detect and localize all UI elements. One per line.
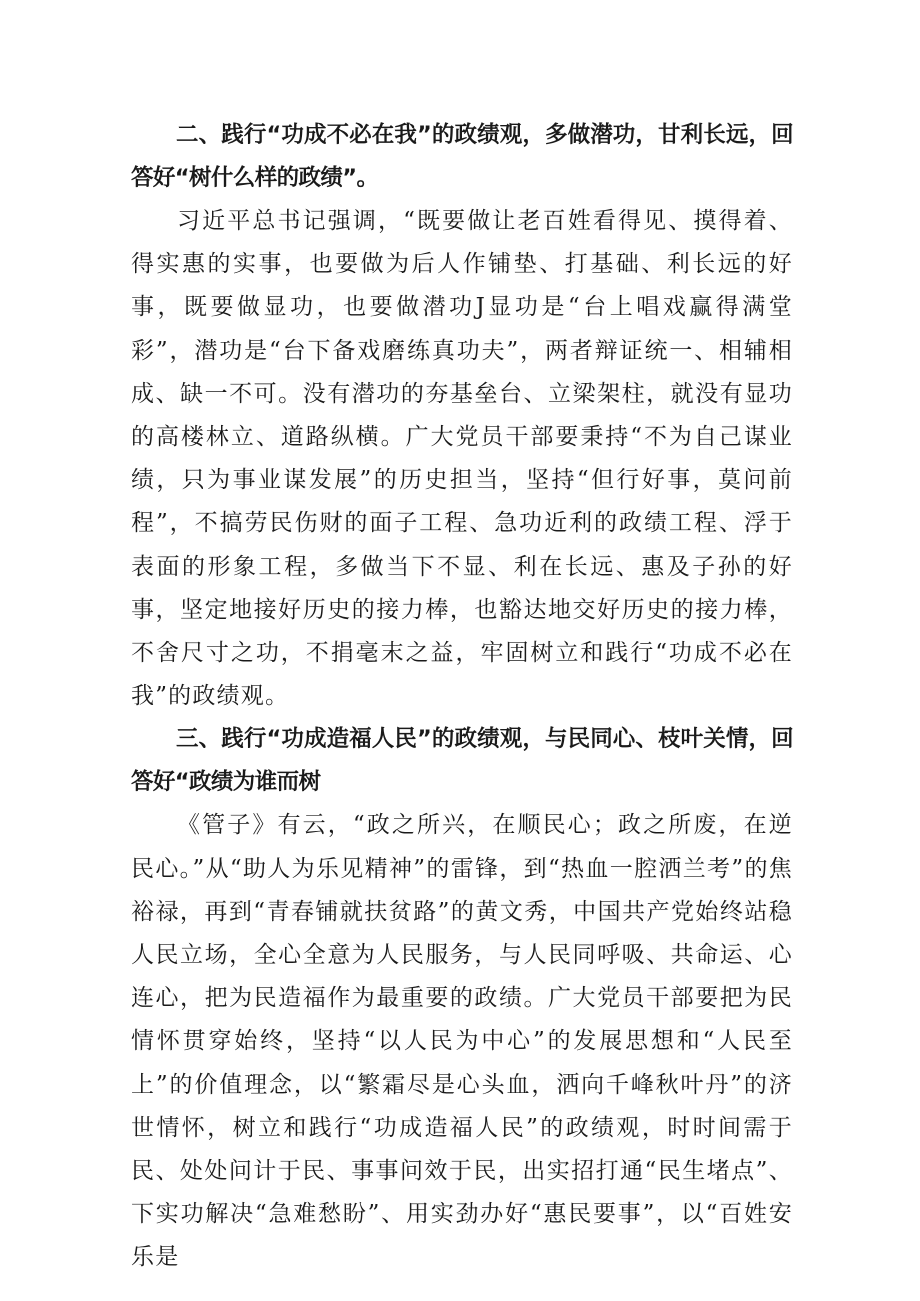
section-heading-two: 二、践行“功成不必在我”的政绩观，多做潜功，甘利长远，回答好“树什么样的政绩”。: [131, 122, 793, 191]
section-heading-three: 三、践行“功成造福人民”的政绩观，与民同心、枝叶关情，回答好“政绩为谁而树: [131, 726, 793, 796]
paragraph-two: 《管子》有云，“政之所兴，在顺民心；政之所废，在逆民心。”从“助人为乐见精神”的雷锋，到“热血一腔洒兰考”的焦裕禄，再到“青春铺就扶贫路”的黄文秀，中国共产党始终站稳人民立场，全心全意为人民服务，与人民同呼吸、共命运、心连心，把为民造福作为最重要的政绩。广大党员干部要把为民情怀贯穿始终，坚持“以人民为中心”的发展思想和“人民至上”的价值理念，以“繁霜尽是心头血，洒向千峰秋叶丹”的济世情怀，树立和践行“功成造福人民”的政绩观，时时间需于民、处处问计于民、事事问效于民，出实招打通“民生堵点”、下实功解决“急难愁盼”、用实劲办好“惠民要事”，以“百姓安乐是: [131, 812, 793, 1271]
document-body: [131, 114, 793, 1280]
paragraph-one: 习近平总书记强调，“既要做让老百姓看得见、摸得着、得实惠的实事，也要做为后人作铺垫、打基础、利长远的好事，既要做显功，也要做潜功J显功是“台上唱戏赢得满堂彩”，潜功是“台下备戏磨练真功夫”，两者辩证统一、相辅相成、缺一不可。没有潜功的夯基垒台、立梁架柱，就没有显功的高楼林立、道路纵横。广大党员干部要秉持“不为自己谋业绩，只为事业谋发展”的历史担当，坚持“但行好事，莫问前程”，不搞劳民伤财的面子工程、急功近利的政绩工程、浮于表面的形象工程，多做当下不显、利在长远、惠及子孙的好事，坚定地接好历史的接力棒，也豁达地交好历史的接力棒，不舍尺寸之功，不捐毫末之益，牢固树立和践行“功成不必在我”的政绩观。: [131, 208, 793, 710]
